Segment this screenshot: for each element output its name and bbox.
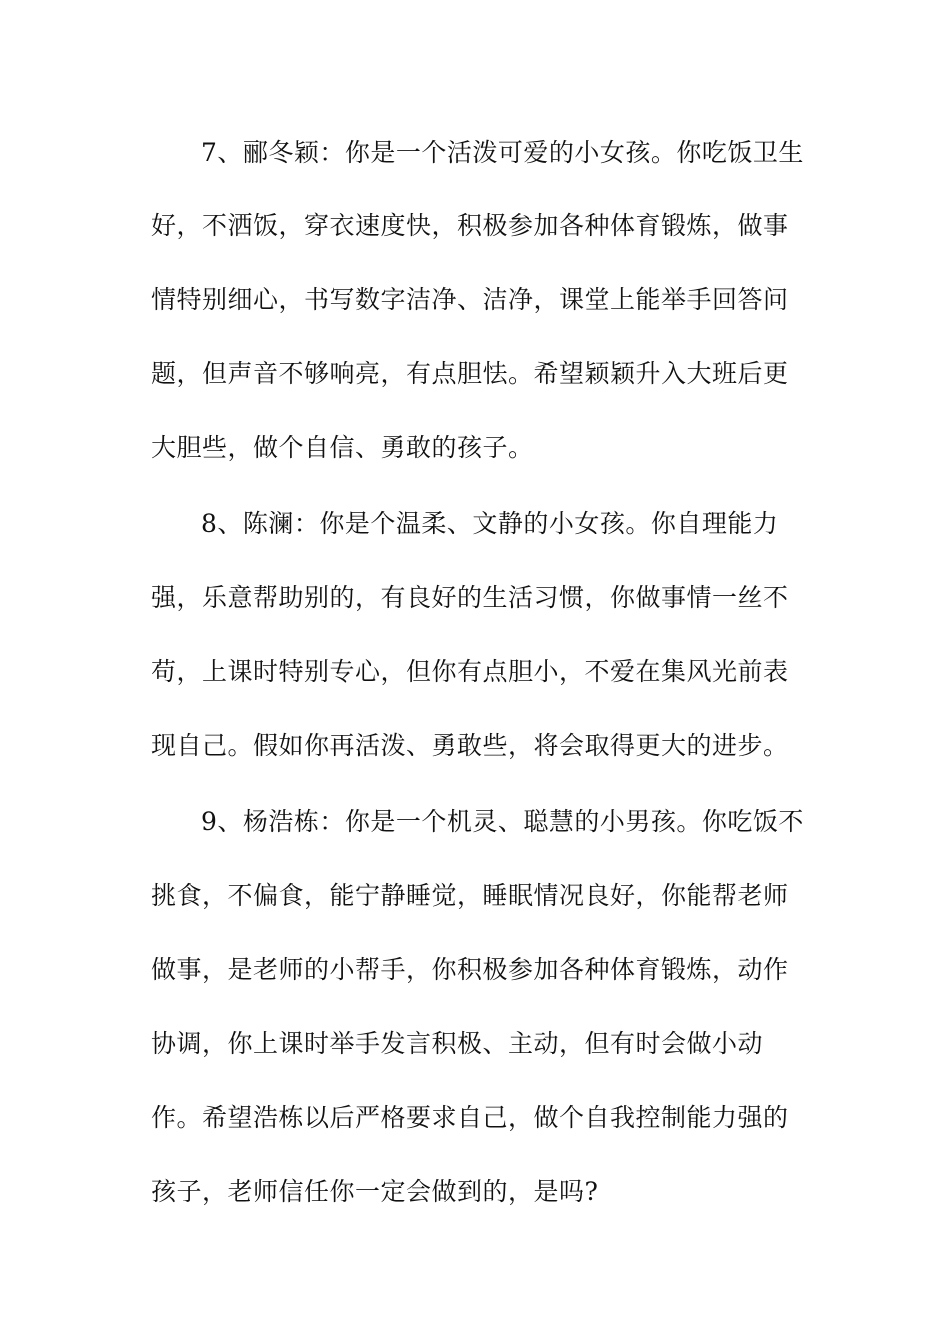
paragraph-9-line-2: 挑食，不偏食，能宁静睡觉，睡眠情况良好，你能帮老师 [151,881,789,910]
paragraph-7-line-4: 题，但声音不够响亮，有点胆怯。希望颖颖升入大班后更 [151,359,789,388]
paragraph-9-line-3: 做事，是老师的小帮手，你积极参加各种体育锻炼，动作 [151,955,789,984]
paragraph-9-line-4: 协调，你上课时举手发言积极、主动，但有时会做小动 [151,1029,764,1058]
paragraph-7-line-1: 7、郦冬颖：你是一个活泼可爱的小女孩。你吃饭卫生 [201,138,804,167]
paragraph-7-line-2: 好，不洒饭，穿衣速度快，积极参加各种体育锻炼，做事 [151,211,789,240]
paragraph-8-line-3: 苟，上课时特别专心，但你有点胆小，不爱在集风光前表 [151,657,789,686]
paragraph-8-line-1: 8、陈澜：你是个温柔、文静的小女孩。你自理能力 [201,509,779,538]
paragraph-9-line-6: 孩子，老师信任你一定会做到的，是吗? [151,1177,599,1206]
paragraph-7-line-5: 大胆些，做个自信、勇敢的孩子。 [151,433,534,462]
paragraph-7-line-3: 情特别细心，书写数字洁净、洁净，课堂上能举手回答问 [151,285,789,314]
paragraph-8-line-4: 现自己。假如你再活泼、勇敢些，将会取得更大的进步。 [151,731,789,760]
paragraph-9-line-1: 9、杨浩栋：你是一个机灵、聪慧的小男孩。你吃饭不 [201,807,804,836]
paragraph-8-line-2: 强，乐意帮助别的，有良好的生活习惯，你做事情一丝不 [151,583,789,612]
paragraph-9-line-5: 作。希望浩栋以后严格要求自己，做个自我控制能力强的 [151,1103,789,1132]
